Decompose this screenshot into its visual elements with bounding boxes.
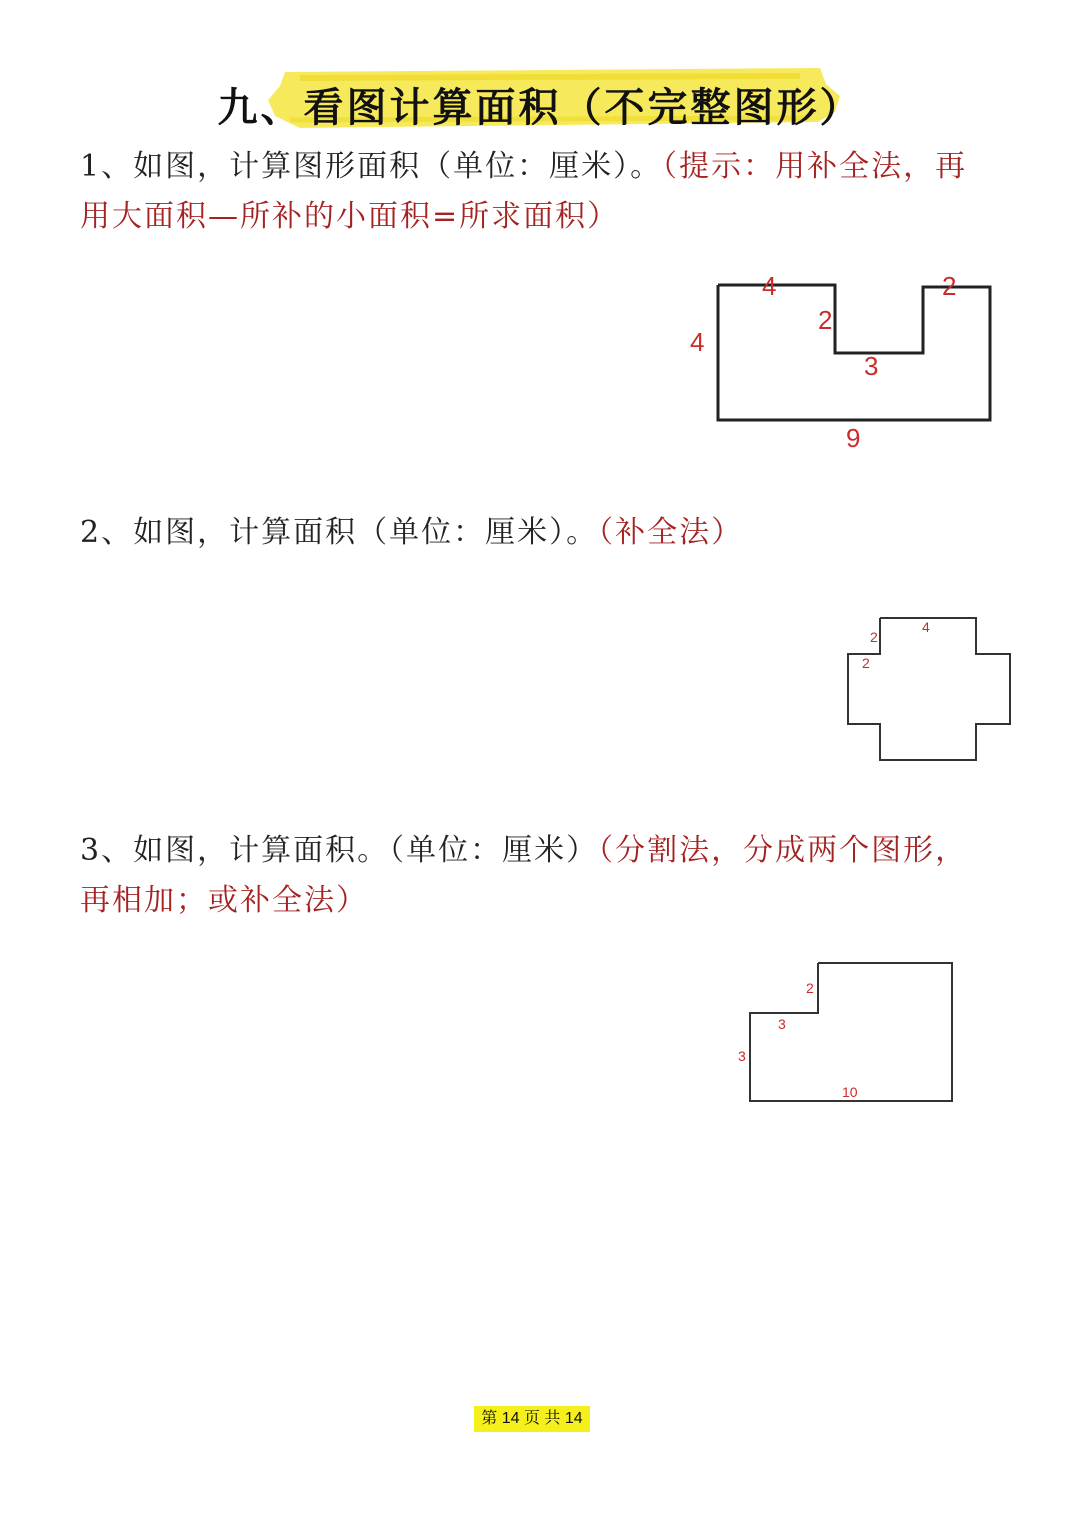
figure-2-label-step-height: 2 xyxy=(870,629,878,645)
figure-2-label-top: 4 xyxy=(922,619,930,635)
figure-2-label-step-width: 2 xyxy=(862,655,870,671)
figure-3-label-left: 3 xyxy=(738,1048,746,1064)
question-3-text: 3、如图，计算面积。（单位：厘米） xyxy=(80,833,599,868)
question-2-hint: （补全法） xyxy=(598,515,744,550)
figure-3-label-bottom: 10 xyxy=(842,1084,858,1100)
figure-1-label-notch-width: 3 xyxy=(864,351,879,381)
question-3 xyxy=(80,826,990,926)
figure-1-label-top-right: 2 xyxy=(942,271,957,301)
page-title: 九、看图计算面积（不完整图形） xyxy=(217,84,863,131)
page-footer: 第 14 页 共 14 xyxy=(474,1406,590,1432)
figure-1-label-bottom: 9 xyxy=(846,423,861,453)
figure-1-shape xyxy=(718,285,990,420)
question-1-hint: （提示：用补全法，再用大面积—所补的小面积=所求面积） xyxy=(80,149,968,234)
question-2-text: 2、如图，计算面积（单位：厘米）。 xyxy=(80,515,599,550)
figure-1-label-top-left: 4 xyxy=(762,271,777,301)
figure-1-label-left: 4 xyxy=(690,327,705,357)
figure-3-label-step-width: 3 xyxy=(778,1016,786,1032)
figure-3-shape xyxy=(750,963,952,1101)
question-2 xyxy=(80,508,990,558)
figure-1 xyxy=(680,265,1010,465)
figure-3 xyxy=(730,955,970,1115)
figure-2 xyxy=(840,610,1020,770)
question-1 xyxy=(80,142,990,242)
figure-3-label-step-height: 2 xyxy=(806,980,814,996)
question-3-hint: （分割法，分成两个图形，再相加；或补全法） xyxy=(80,833,968,918)
figure-1-label-notch-height: 2 xyxy=(818,305,833,335)
question-1-text: 1、如图，计算图形面积（单位：厘米）。 xyxy=(80,149,663,184)
